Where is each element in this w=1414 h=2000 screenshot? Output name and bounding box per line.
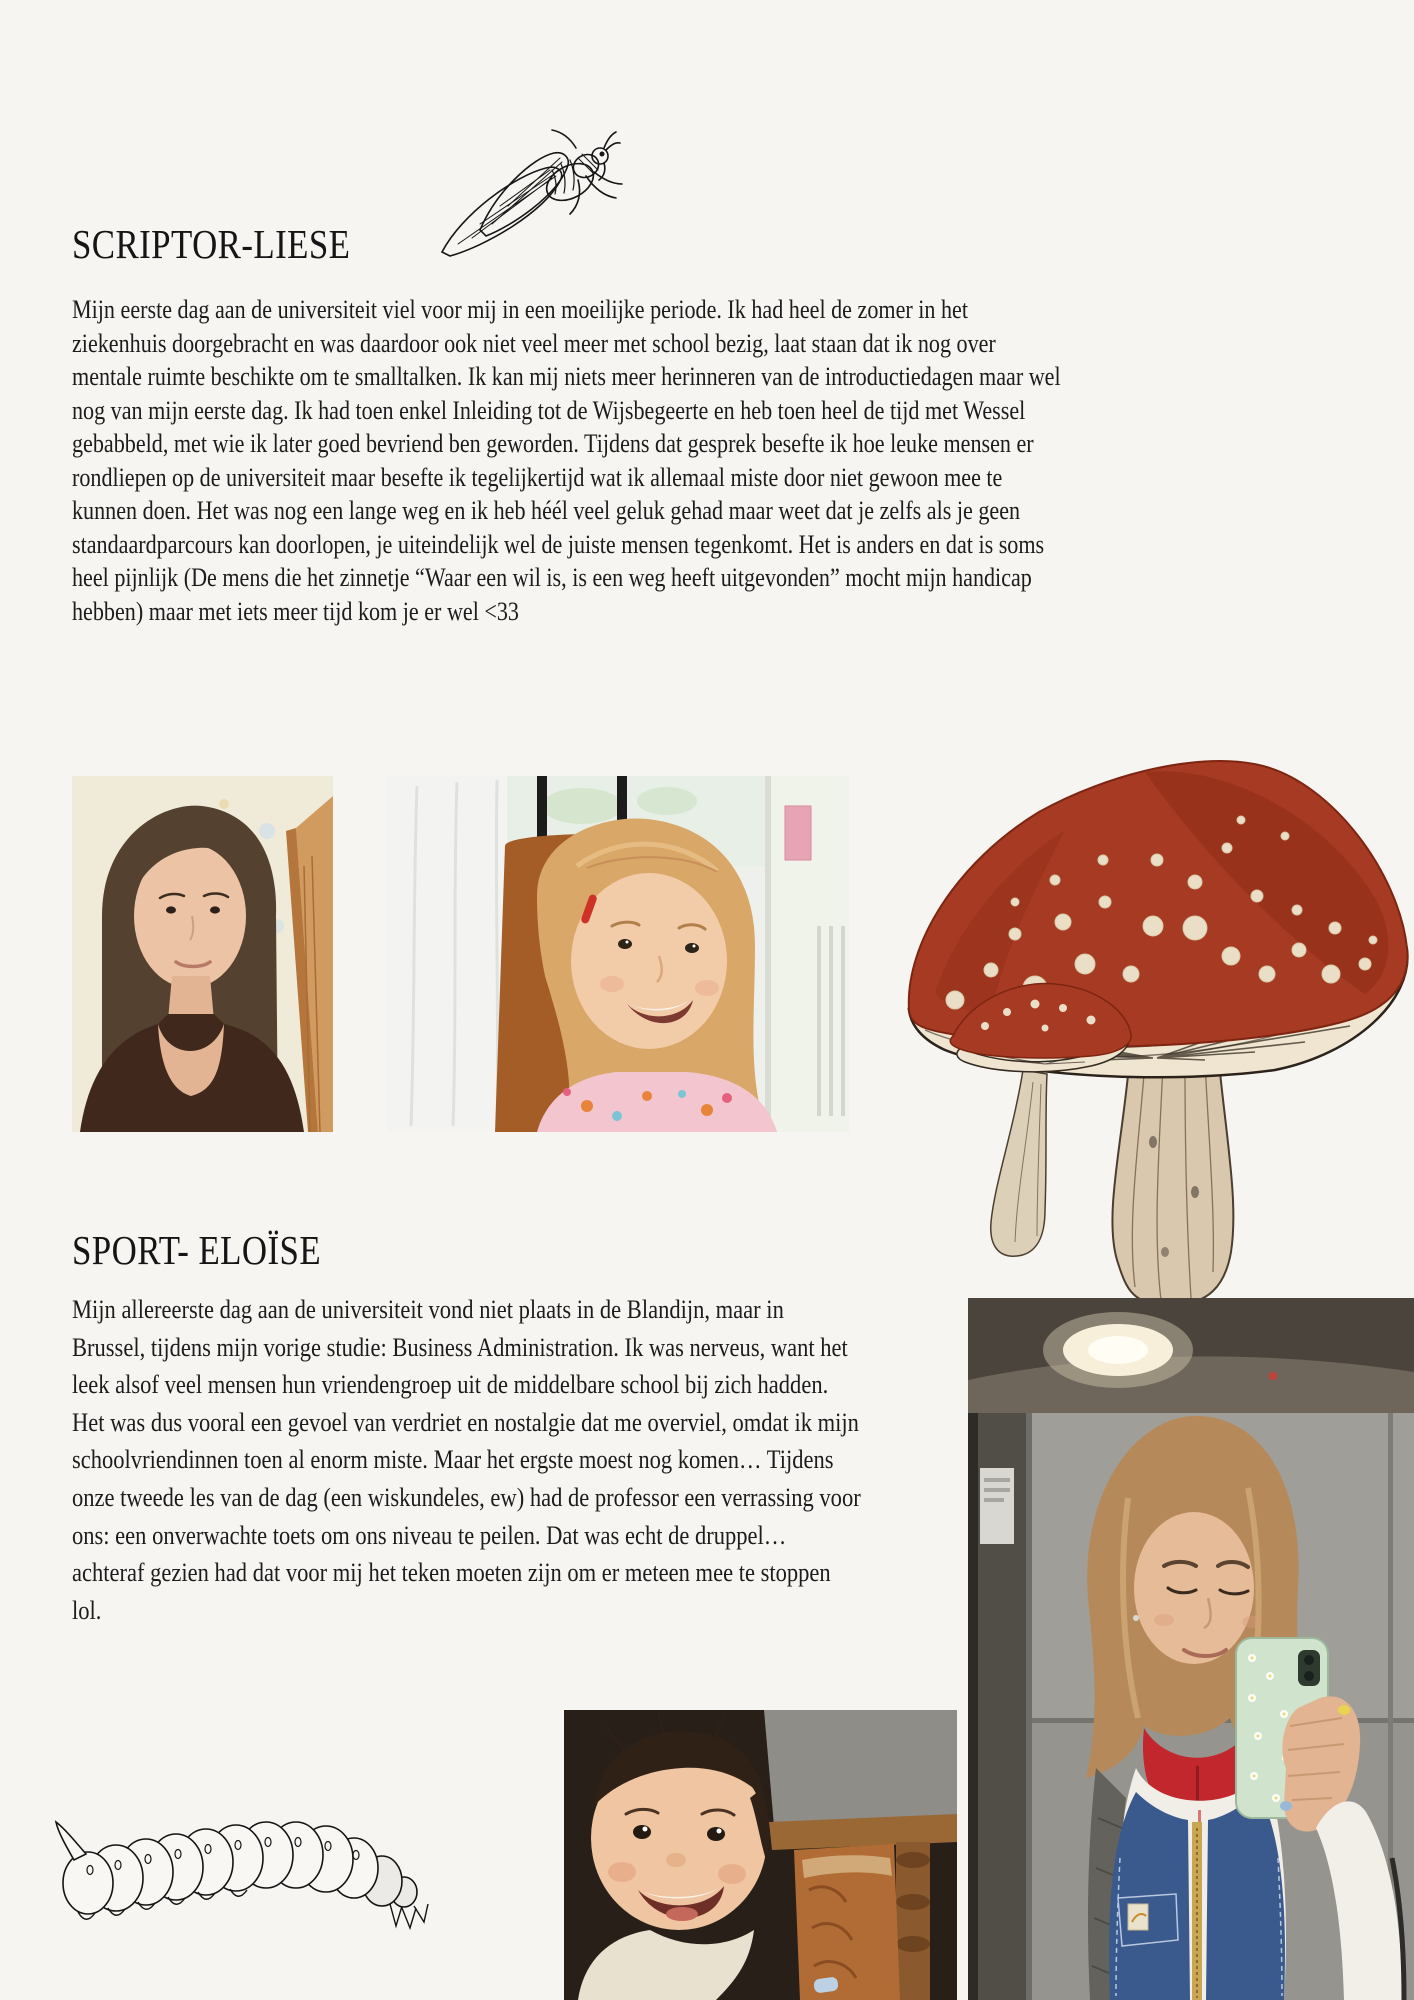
- section-body-scriptor: Mijn eerste dag aan de universiteit viel voor mij in een moeilijke periode. Ik had heel de zomer in het ziekenhuis doorgebracht en was daardoor ook niet veel meer met school bezig, laat staan dat ik nog over mentale ruimte beschikte om te smalltalken. Ik kan mij niets meer herinneren van de introductiedagen maar wel nog van mijn eerste dag. Ik had toen enkel Inleiding tot de Wijsbegeerte en heb toen heel de tijd met Wessel gebabbeld, met wie ik later goed bevriend ben geworden. Tijdens dat gesprek besefte ik hoe leuke mensen er rondliepen op de universiteit maar besefte ik tegelijkertijd wat ik allemaal miste door niet gewoon mee te kunnen doen. Het was nog een lange weg en ik heb héél veel geluk gehad maar weet dat je zelfs als je geen standaardparcours kan doorlopen, je uiteindelijk wel de juiste mensen tegenkomt. Het is anders en dat is soms heel pijnlijk (De mens die het zinnetje “Waar een wil is, is een weg heeft uitgevonden” mocht mijn handicap hebben) maar met iets meer tijd kom je er wel <33: [72, 295, 1061, 626]
- childhood-photo: [387, 776, 849, 1132]
- mirror-selfie-photo: [968, 1298, 1414, 2000]
- section-body-sport: Mijn allereerste dag aan de universiteit vond niet plaats in de Blandijn, maar in Brussel, tijdens mijn vorige studie: Business Administration. Ik was nerveus, want het leek alsof veel mensen hun vriendengroep uit de middelbare school bij zich hadden. Het was dus vooral een gevoel van verdriet en nostalgie dat me overviel, omdat ik mijn schoolvriendinnen toen al enorm miste. Maar het ergste moest nog komen… Tijdens onze tweede les van de dag (een wiskundeles, ew) had de professor een verrassing voor ons: een onverwachte toets om ons niveau te peilen. Dat was echt de druppel… achteraf gezien had dat voor mij het teken moeten zijn om er meteen mee te stoppen lol.: [72, 1294, 861, 1625]
- section-heading-scriptor: SCRIPTOR-LIESE: [72, 221, 351, 267]
- fly-icon: [428, 118, 624, 268]
- section-heading-sport: SPORT- ELOÏSE: [72, 1227, 322, 1273]
- caterpillar-icon: [44, 1782, 474, 1937]
- mushroom-icon: [895, 712, 1414, 1312]
- selfie-photo: [72, 776, 333, 1132]
- baby-photo: [564, 1710, 957, 2000]
